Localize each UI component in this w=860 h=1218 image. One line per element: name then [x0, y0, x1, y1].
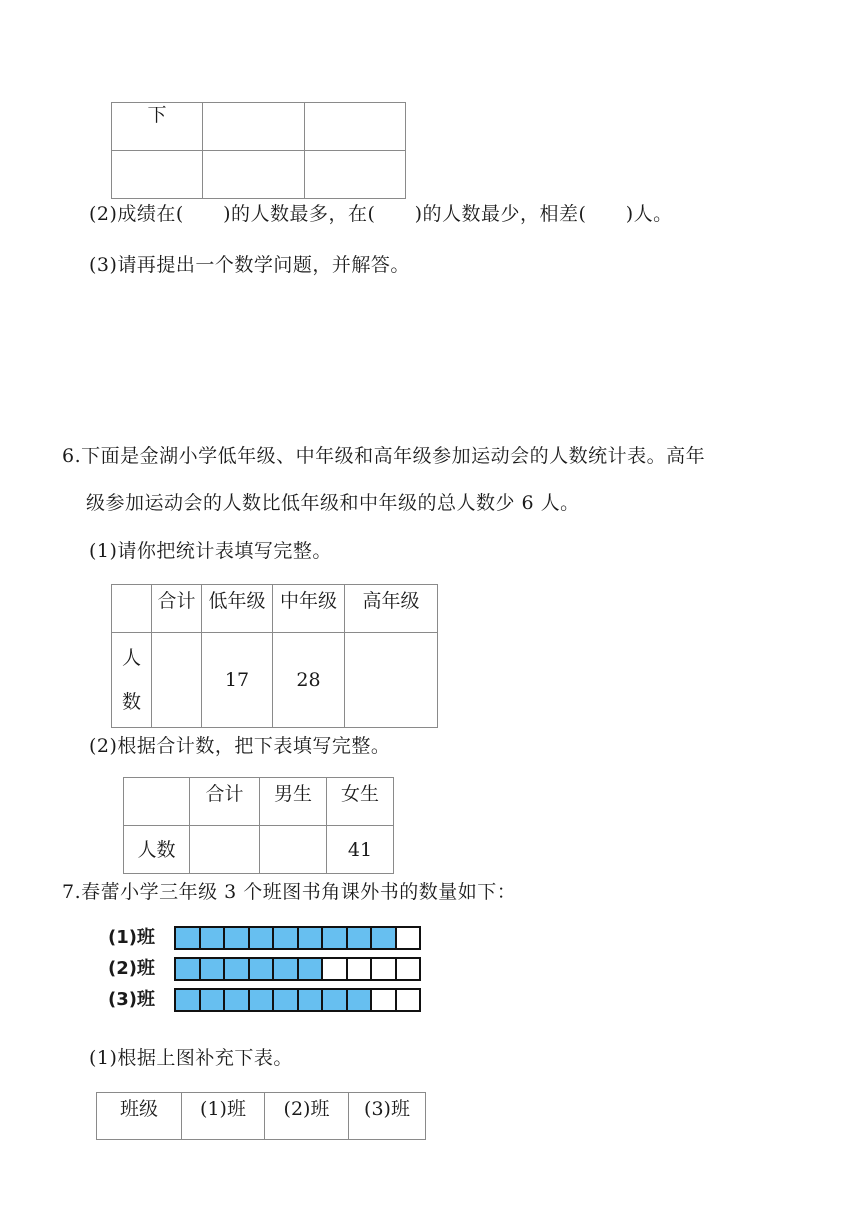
- bar-cell-filled: [174, 957, 201, 981]
- top-table: [111, 102, 406, 199]
- bar-cell-filled: [223, 957, 250, 981]
- q6-row-label: [112, 633, 152, 728]
- bar-cell-empty: [346, 957, 373, 981]
- q7-table-header: (3)班: [349, 1093, 426, 1140]
- bar-cell-filled: [346, 926, 373, 950]
- q6-row-label-char2: 数: [121, 691, 141, 713]
- bar-cell-filled: [297, 988, 324, 1012]
- q6-table-cell: 17: [202, 633, 273, 728]
- q6-table2-header: 合计: [190, 778, 260, 826]
- top-table-cell: [203, 103, 305, 151]
- bar-cell-filled: [272, 926, 299, 950]
- bar-cell-empty: [321, 957, 348, 981]
- q7-table-header: (2)班: [265, 1093, 349, 1140]
- top-table-cell: [305, 151, 406, 199]
- bar-cell-filled: [272, 988, 299, 1012]
- bar-cell-filled: [223, 926, 250, 950]
- bar-cell-filled: [174, 926, 201, 950]
- q6-table-cell: [345, 633, 438, 728]
- bar-cell-filled: [174, 988, 201, 1012]
- top-table-cell: [112, 151, 203, 199]
- q6-gender-table: [123, 777, 394, 874]
- bar-row-label: (2)班: [108, 958, 155, 979]
- bar-cells: [176, 988, 421, 1012]
- bar-cell-empty: [370, 957, 397, 981]
- bar-cells: [176, 957, 421, 981]
- q6-part1: (1)请你把统计表填写完整。: [89, 540, 332, 562]
- bar-cell-empty: [395, 926, 422, 950]
- bar-cells: [176, 926, 421, 950]
- q6-table2-header: 女生: [327, 778, 394, 826]
- top-table-cell: [305, 103, 406, 151]
- top-table-cell: 下: [112, 103, 203, 151]
- q6-table-header: 低年级: [202, 585, 273, 633]
- bar-cell-filled: [223, 988, 250, 1012]
- bar-cell-empty: [370, 988, 397, 1012]
- q6-table-cell: 28: [273, 633, 345, 728]
- q7-stem: 7.春蕾小学三年级 3 个班图书角课外书的数量如下：: [62, 881, 517, 903]
- q5-part2: (2)成绩在( )的人数最多，在( )的人数最少，相差( )人。: [89, 203, 673, 225]
- q6-table2-row-label: 人数: [124, 826, 190, 874]
- q6-stats-table: [111, 584, 438, 728]
- bar-cell-filled: [248, 988, 275, 1012]
- q6-table2-cell: 41: [327, 826, 394, 874]
- q6-table2-cell: [190, 826, 260, 874]
- q7-class-table: [96, 1092, 426, 1140]
- bar-cell-filled: [199, 988, 226, 1012]
- q6-table-header: 中年级: [273, 585, 345, 633]
- q6-table2-cell: [260, 826, 327, 874]
- bar-cell-filled: [321, 926, 348, 950]
- bar-cell-filled: [297, 957, 324, 981]
- q7-part1: (1)根据上图补充下表。: [89, 1047, 293, 1069]
- bar-row-label: (3)班: [108, 989, 155, 1010]
- q6-stem-line2: 级参加运动会的人数比低年级和中年级的总人数少 6 人。: [86, 492, 580, 514]
- q7-table-header: (1)班: [182, 1093, 265, 1140]
- q6-table-header: [112, 585, 152, 633]
- q6-row-label-char1: 人: [121, 647, 141, 669]
- bar-cell-empty: [395, 957, 422, 981]
- bar-cell-filled: [370, 926, 397, 950]
- q6-table-header: 高年级: [345, 585, 438, 633]
- q6-table-cell: [152, 633, 202, 728]
- q6-part2: (2)根据合计数，把下表填写完整。: [89, 735, 391, 757]
- q6-stem-line1: 6.下面是金湖小学低年级、中年级和高年级参加运动会的人数统计表。高年: [62, 445, 706, 467]
- bar-cell-filled: [272, 957, 299, 981]
- bar-row-label: (1)班: [108, 927, 155, 948]
- bar-cell-filled: [199, 957, 226, 981]
- q6-table2-header: 男生: [260, 778, 327, 826]
- q7-table-header: 班级: [97, 1093, 182, 1140]
- q5-part3: (3)请再提出一个数学问题，并解答。: [89, 254, 410, 276]
- top-table-cell: [203, 151, 305, 199]
- bar-cell-filled: [321, 988, 348, 1012]
- bar-cell-filled: [199, 926, 226, 950]
- q6-table-header: 合计: [152, 585, 202, 633]
- bar-cell-filled: [346, 988, 373, 1012]
- q6-table2-header: [124, 778, 190, 826]
- bar-cell-empty: [395, 988, 422, 1012]
- bar-cell-filled: [297, 926, 324, 950]
- bar-cell-filled: [248, 957, 275, 981]
- bar-cell-filled: [248, 926, 275, 950]
